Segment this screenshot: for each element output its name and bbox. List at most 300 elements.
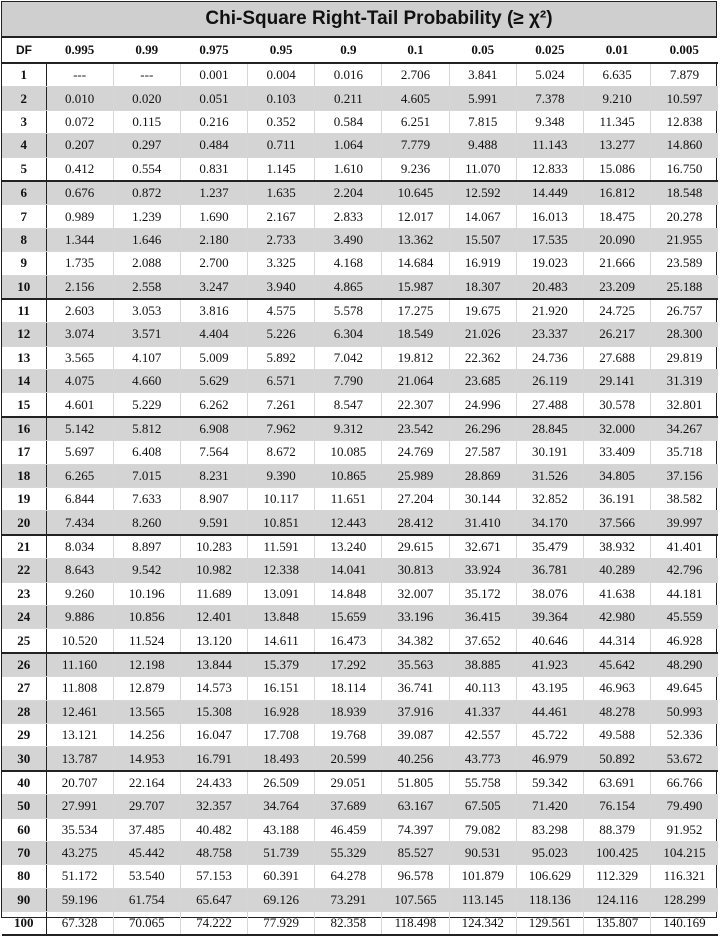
critical-value-cell: 41.923 xyxy=(516,653,583,677)
critical-value-cell: 13.091 xyxy=(248,582,315,605)
df-cell: 70 xyxy=(2,841,46,864)
critical-value-cell: 32.000 xyxy=(584,417,651,441)
df-cell: 29 xyxy=(2,723,46,746)
critical-value-cell: 2.156 xyxy=(46,275,113,299)
critical-value-cell: 37.566 xyxy=(584,511,651,535)
critical-value-cell: 17.292 xyxy=(315,653,382,677)
table-row xyxy=(2,110,718,133)
critical-value-cell: 21.920 xyxy=(516,299,583,323)
probability-column-header: 0.1 xyxy=(382,38,449,63)
critical-value-cell: 24.736 xyxy=(516,346,583,369)
critical-value-cell: 2.706 xyxy=(382,63,449,87)
table-row xyxy=(2,912,718,936)
probability-column-header: 0.005 xyxy=(651,38,718,63)
critical-value-cell: 5.226 xyxy=(248,323,315,346)
critical-value-cell: 27.204 xyxy=(382,488,449,511)
critical-value-cell: 32.671 xyxy=(449,535,516,559)
header-row xyxy=(2,38,718,63)
critical-value-cell: 124.116 xyxy=(584,888,651,911)
critical-value-cell: 74.397 xyxy=(382,818,449,841)
critical-value-cell: 5.697 xyxy=(46,441,113,464)
critical-value-cell: 79.490 xyxy=(651,795,718,818)
critical-value-cell: 118.498 xyxy=(382,912,449,936)
critical-value-cell: 8.897 xyxy=(113,535,180,559)
critical-value-cell: 20.090 xyxy=(584,228,651,251)
critical-value-cell: 10.117 xyxy=(248,488,315,511)
critical-value-cell: 53.672 xyxy=(651,747,718,771)
critical-value-cell: 5.024 xyxy=(516,63,583,87)
critical-value-cell: 13.362 xyxy=(382,228,449,251)
critical-value-cell: 0.103 xyxy=(248,87,315,110)
critical-value-cell: 14.041 xyxy=(315,559,382,582)
critical-value-cell: 7.790 xyxy=(315,370,382,393)
critical-value-cell: 5.142 xyxy=(46,417,113,441)
critical-value-cell: 17.275 xyxy=(382,299,449,323)
table-row xyxy=(2,205,718,228)
df-cell: 100 xyxy=(2,912,46,936)
critical-value-cell: 35.534 xyxy=(46,818,113,841)
critical-value-cell: 65.647 xyxy=(180,888,247,911)
critical-value-cell: 19.023 xyxy=(516,252,583,275)
critical-value-cell: 2.833 xyxy=(315,205,382,228)
critical-value-cell: 128.299 xyxy=(651,888,718,911)
critical-value-cell: 18.307 xyxy=(449,275,516,299)
critical-value-cell: 16.047 xyxy=(180,723,247,746)
critical-value-cell: 51.739 xyxy=(248,841,315,864)
critical-value-cell: 30.813 xyxy=(382,559,449,582)
df-cell: 40 xyxy=(2,771,46,795)
critical-value-cell: 14.573 xyxy=(180,677,247,700)
critical-value-cell: 83.298 xyxy=(516,818,583,841)
critical-value-cell: 34.764 xyxy=(248,795,315,818)
df-cell: 22 xyxy=(2,559,46,582)
critical-value-cell: 51.172 xyxy=(46,865,113,888)
critical-value-cell: 4.404 xyxy=(180,323,247,346)
critical-value-cell: 9.312 xyxy=(315,417,382,441)
critical-value-cell: 11.808 xyxy=(46,677,113,700)
critical-value-cell: 16.919 xyxy=(449,252,516,275)
critical-value-cell: 30.144 xyxy=(449,488,516,511)
critical-value-cell: 22.164 xyxy=(113,771,180,795)
critical-value-cell: 140.169 xyxy=(651,912,718,936)
critical-value-cell: 116.321 xyxy=(651,865,718,888)
critical-value-cell: 74.222 xyxy=(180,912,247,936)
critical-value-cell: 0.216 xyxy=(180,110,247,133)
critical-value-cell: 2.167 xyxy=(248,205,315,228)
table-row xyxy=(2,771,718,795)
critical-value-cell: 41.638 xyxy=(584,582,651,605)
critical-value-cell: 12.879 xyxy=(113,677,180,700)
critical-value-cell: 7.564 xyxy=(180,441,247,464)
critical-value-cell: 67.505 xyxy=(449,795,516,818)
critical-value-cell: 50.892 xyxy=(584,747,651,771)
table-row xyxy=(2,629,718,653)
critical-value-cell: 5.009 xyxy=(180,346,247,369)
critical-value-cell: 24.769 xyxy=(382,441,449,464)
critical-value-cell: 43.188 xyxy=(248,818,315,841)
critical-value-cell: 24.433 xyxy=(180,771,247,795)
critical-value-cell: 2.603 xyxy=(46,299,113,323)
critical-value-cell: 18.493 xyxy=(248,747,315,771)
critical-value-cell: 0.831 xyxy=(180,157,247,181)
critical-value-cell: 20.483 xyxy=(516,275,583,299)
critical-value-cell: 5.629 xyxy=(180,370,247,393)
critical-value-cell: 4.107 xyxy=(113,346,180,369)
critical-value-cell: 13.120 xyxy=(180,629,247,653)
critical-value-cell: 0.020 xyxy=(113,87,180,110)
critical-value-cell: 38.932 xyxy=(584,535,651,559)
critical-value-cell: 64.278 xyxy=(315,865,382,888)
critical-value-cell: 2.558 xyxy=(113,275,180,299)
table-row xyxy=(2,370,718,393)
critical-value-cell: 112.329 xyxy=(584,865,651,888)
critical-value-cell: 33.409 xyxy=(584,441,651,464)
critical-value-cell: 8.907 xyxy=(180,488,247,511)
critical-value-cell: 9.488 xyxy=(449,134,516,157)
critical-value-cell: 23.542 xyxy=(382,417,449,441)
df-cell: 19 xyxy=(2,488,46,511)
critical-value-cell: 20.599 xyxy=(315,747,382,771)
critical-value-cell: 46.928 xyxy=(651,629,718,653)
df-cell: 8 xyxy=(2,228,46,251)
critical-value-cell: 18.114 xyxy=(315,677,382,700)
critical-value-cell: 129.561 xyxy=(516,912,583,936)
critical-value-cell: 7.015 xyxy=(113,464,180,487)
df-cell: 80 xyxy=(2,865,46,888)
table-title: Chi-Square Right-Tail Probability (≥ χ²) xyxy=(2,2,716,38)
df-cell: 28 xyxy=(2,700,46,723)
critical-value-cell: 57.153 xyxy=(180,865,247,888)
critical-value-cell: 63.691 xyxy=(584,771,651,795)
probability-column-header: 0.99 xyxy=(113,38,180,63)
critical-value-cell: 10.196 xyxy=(113,582,180,605)
critical-value-cell: 4.865 xyxy=(315,275,382,299)
critical-value-cell: 24.725 xyxy=(584,299,651,323)
critical-value-cell: 42.557 xyxy=(449,723,516,746)
table-row xyxy=(2,488,718,511)
critical-value-cell: 12.198 xyxy=(113,653,180,677)
critical-value-cell: 0.584 xyxy=(315,110,382,133)
critical-value-cell: 7.633 xyxy=(113,488,180,511)
critical-value-cell: 100.425 xyxy=(584,841,651,864)
critical-value-cell: 5.812 xyxy=(113,417,180,441)
critical-value-cell: 6.908 xyxy=(180,417,247,441)
critical-value-cell: 59.196 xyxy=(46,888,113,911)
critical-value-cell: 14.449 xyxy=(516,181,583,205)
df-cell: 24 xyxy=(2,605,46,628)
critical-value-cell: 1.646 xyxy=(113,228,180,251)
critical-value-cell: 52.336 xyxy=(651,723,718,746)
df-cell: 2 xyxy=(2,87,46,110)
critical-value-cell: 8.260 xyxy=(113,511,180,535)
critical-value-cell: 44.181 xyxy=(651,582,718,605)
critical-value-cell: 34.267 xyxy=(651,417,718,441)
critical-value-cell: 16.013 xyxy=(516,205,583,228)
critical-value-cell: 32.852 xyxy=(516,488,583,511)
critical-value-cell: 48.290 xyxy=(651,653,718,677)
probability-column-header: 0.05 xyxy=(449,38,516,63)
critical-value-cell: 14.611 xyxy=(248,629,315,653)
critical-value-cell: 19.812 xyxy=(382,346,449,369)
table-row xyxy=(2,559,718,582)
critical-value-cell: 0.001 xyxy=(180,63,247,87)
critical-value-cell: 6.571 xyxy=(248,370,315,393)
critical-value-cell: 27.488 xyxy=(516,393,583,417)
critical-value-cell: 15.987 xyxy=(382,275,449,299)
critical-value-cell: 29.615 xyxy=(382,535,449,559)
critical-value-cell: 13.121 xyxy=(46,723,113,746)
critical-value-cell: 59.342 xyxy=(516,771,583,795)
critical-value-cell: 40.646 xyxy=(516,629,583,653)
critical-value-cell: 95.023 xyxy=(516,841,583,864)
critical-value-cell: 66.766 xyxy=(651,771,718,795)
critical-value-cell: 67.328 xyxy=(46,912,113,936)
table-row xyxy=(2,87,718,110)
critical-value-cell: 0.207 xyxy=(46,134,113,157)
critical-value-cell: 35.479 xyxy=(516,535,583,559)
critical-value-cell: 11.591 xyxy=(248,535,315,559)
df-cell: 15 xyxy=(2,393,46,417)
critical-value-cell: 5.229 xyxy=(113,393,180,417)
table-body xyxy=(2,63,718,935)
critical-value-cell: 63.167 xyxy=(382,795,449,818)
table-row xyxy=(2,865,718,888)
df-cell: 9 xyxy=(2,252,46,275)
critical-value-cell: 26.757 xyxy=(651,299,718,323)
critical-value-cell: 14.067 xyxy=(449,205,516,228)
df-cell: 6 xyxy=(2,181,46,205)
critical-value-cell: 0.484 xyxy=(180,134,247,157)
probability-column-header: 0.995 xyxy=(46,38,113,63)
critical-value-cell: 37.485 xyxy=(113,818,180,841)
chi-square-table xyxy=(2,38,718,936)
critical-value-cell: 34.805 xyxy=(584,464,651,487)
critical-value-cell: 12.443 xyxy=(315,511,382,535)
critical-value-cell: 29.707 xyxy=(113,795,180,818)
critical-value-cell: 15.308 xyxy=(180,700,247,723)
critical-value-cell: 6.635 xyxy=(584,63,651,87)
critical-value-cell: 10.645 xyxy=(382,181,449,205)
critical-value-cell: 5.892 xyxy=(248,346,315,369)
critical-value-cell: 1.610 xyxy=(315,157,382,181)
critical-value-cell: 53.540 xyxy=(113,865,180,888)
critical-value-cell: 27.688 xyxy=(584,346,651,369)
critical-value-cell: 8.547 xyxy=(315,393,382,417)
critical-value-cell: 14.860 xyxy=(651,134,718,157)
critical-value-cell: 9.542 xyxy=(113,559,180,582)
critical-value-cell: 101.879 xyxy=(449,865,516,888)
critical-value-cell: 7.042 xyxy=(315,346,382,369)
critical-value-cell: 55.329 xyxy=(315,841,382,864)
critical-value-cell: 21.666 xyxy=(584,252,651,275)
critical-value-cell: 1.145 xyxy=(248,157,315,181)
critical-value-cell: 0.297 xyxy=(113,134,180,157)
critical-value-cell: 39.364 xyxy=(516,605,583,628)
critical-value-cell: 135.807 xyxy=(584,912,651,936)
df-cell: 30 xyxy=(2,747,46,771)
critical-value-cell: 11.651 xyxy=(315,488,382,511)
critical-value-cell: 91.952 xyxy=(651,818,718,841)
critical-value-cell: 35.563 xyxy=(382,653,449,677)
critical-value-cell: 9.390 xyxy=(248,464,315,487)
critical-value-cell: 0.711 xyxy=(248,134,315,157)
critical-value-cell: 16.928 xyxy=(248,700,315,723)
table-row xyxy=(2,700,718,723)
critical-value-cell: 69.126 xyxy=(248,888,315,911)
table-row xyxy=(2,464,718,487)
critical-value-cell: 45.442 xyxy=(113,841,180,864)
critical-value-cell: 45.642 xyxy=(584,653,651,677)
critical-value-cell: 55.758 xyxy=(449,771,516,795)
critical-value-cell: 6.265 xyxy=(46,464,113,487)
critical-value-cell: 82.358 xyxy=(315,912,382,936)
critical-value-cell: 32.801 xyxy=(651,393,718,417)
df-cell: 27 xyxy=(2,677,46,700)
table-row xyxy=(2,393,718,417)
critical-value-cell: 7.378 xyxy=(516,87,583,110)
critical-value-cell: 10.597 xyxy=(651,87,718,110)
critical-value-cell: 28.300 xyxy=(651,323,718,346)
critical-value-cell: 22.307 xyxy=(382,393,449,417)
critical-value-cell: 46.979 xyxy=(516,747,583,771)
df-cell: 25 xyxy=(2,629,46,653)
critical-value-cell: 88.379 xyxy=(584,818,651,841)
critical-value-cell: 4.660 xyxy=(113,370,180,393)
critical-value-cell: 44.461 xyxy=(516,700,583,723)
critical-value-cell: 29.819 xyxy=(651,346,718,369)
table-row xyxy=(2,157,718,181)
critical-value-cell: 14.256 xyxy=(113,723,180,746)
critical-value-cell: 10.283 xyxy=(180,535,247,559)
critical-value-cell: 9.591 xyxy=(180,511,247,535)
critical-value-cell: 45.559 xyxy=(651,605,718,628)
critical-value-cell: 13.277 xyxy=(584,134,651,157)
critical-value-cell: 90.531 xyxy=(449,841,516,864)
critical-value-cell: 70.065 xyxy=(113,912,180,936)
critical-value-cell: 124.342 xyxy=(449,912,516,936)
critical-value-cell: 10.865 xyxy=(315,464,382,487)
critical-value-cell: 12.338 xyxy=(248,559,315,582)
critical-value-cell: 76.154 xyxy=(584,795,651,818)
probability-column-header: 0.025 xyxy=(516,38,583,63)
table-row xyxy=(2,605,718,628)
critical-value-cell: 42.796 xyxy=(651,559,718,582)
critical-value-cell: 3.841 xyxy=(449,63,516,87)
df-cell: 4 xyxy=(2,134,46,157)
critical-value-cell: 2.204 xyxy=(315,181,382,205)
critical-value-cell: 10.982 xyxy=(180,559,247,582)
critical-value-cell: 79.082 xyxy=(449,818,516,841)
critical-value-cell: 3.247 xyxy=(180,275,247,299)
critical-value-cell: 20.278 xyxy=(651,205,718,228)
critical-value-cell: 0.989 xyxy=(46,205,113,228)
critical-value-cell: 48.278 xyxy=(584,700,651,723)
critical-value-cell: 30.191 xyxy=(516,441,583,464)
critical-value-cell: 12.461 xyxy=(46,700,113,723)
critical-value-cell: 11.143 xyxy=(516,134,583,157)
probability-column-header: 0.95 xyxy=(248,38,315,63)
critical-value-cell: 26.217 xyxy=(584,323,651,346)
critical-value-cell: 15.379 xyxy=(248,653,315,677)
critical-value-cell: 0.872 xyxy=(113,181,180,205)
critical-value-cell: 33.924 xyxy=(449,559,516,582)
critical-value-cell: 21.955 xyxy=(651,228,718,251)
df-cell: 50 xyxy=(2,795,46,818)
critical-value-cell: 2.088 xyxy=(113,252,180,275)
table-row xyxy=(2,228,718,251)
critical-value-cell: 6.251 xyxy=(382,110,449,133)
critical-value-cell: 13.848 xyxy=(248,605,315,628)
chi-square-table-panel xyxy=(1,1,717,931)
critical-value-cell: 36.191 xyxy=(584,488,651,511)
critical-value-cell: 43.195 xyxy=(516,677,583,700)
critical-value-cell: 19.675 xyxy=(449,299,516,323)
critical-value-cell: 16.151 xyxy=(248,677,315,700)
table-row xyxy=(2,747,718,771)
critical-value-cell: 44.314 xyxy=(584,629,651,653)
critical-value-cell: 3.816 xyxy=(180,299,247,323)
table-row xyxy=(2,888,718,911)
critical-value-cell: 0.412 xyxy=(46,157,113,181)
critical-value-cell: 3.571 xyxy=(113,323,180,346)
critical-value-cell: 26.509 xyxy=(248,771,315,795)
critical-value-cell: 3.325 xyxy=(248,252,315,275)
critical-value-cell: 12.833 xyxy=(516,157,583,181)
critical-value-cell: 31.526 xyxy=(516,464,583,487)
df-cell: 3 xyxy=(2,110,46,133)
critical-value-cell: 5.578 xyxy=(315,299,382,323)
critical-value-cell: 25.989 xyxy=(382,464,449,487)
critical-value-cell: 8.034 xyxy=(46,535,113,559)
df-cell: 90 xyxy=(2,888,46,911)
probability-column-header: 0.975 xyxy=(180,38,247,63)
critical-value-cell: 1.635 xyxy=(248,181,315,205)
critical-value-cell: 118.136 xyxy=(516,888,583,911)
critical-value-cell: 11.524 xyxy=(113,629,180,653)
critical-value-cell: 7.815 xyxy=(449,110,516,133)
critical-value-cell: 14.848 xyxy=(315,582,382,605)
critical-value-cell: 104.215 xyxy=(651,841,718,864)
critical-value-cell: 7.434 xyxy=(46,511,113,535)
df-cell: 14 xyxy=(2,370,46,393)
critical-value-cell: 17.708 xyxy=(248,723,315,746)
table-row xyxy=(2,535,718,559)
critical-value-cell: 43.773 xyxy=(449,747,516,771)
table-row xyxy=(2,323,718,346)
df-cell: 13 xyxy=(2,346,46,369)
critical-value-cell: 26.296 xyxy=(449,417,516,441)
df-cell: 20 xyxy=(2,511,46,535)
critical-value-cell: 46.963 xyxy=(584,677,651,700)
critical-value-cell: 43.275 xyxy=(46,841,113,864)
critical-value-cell: 18.549 xyxy=(382,323,449,346)
critical-value-cell: 18.475 xyxy=(584,205,651,228)
critical-value-cell: --- xyxy=(46,63,113,87)
table-row xyxy=(2,275,718,299)
critical-value-cell: 26.119 xyxy=(516,370,583,393)
critical-value-cell: 49.645 xyxy=(651,677,718,700)
critical-value-cell: 8.231 xyxy=(180,464,247,487)
table-row xyxy=(2,63,718,87)
critical-value-cell: 50.993 xyxy=(651,700,718,723)
critical-value-cell: 23.209 xyxy=(584,275,651,299)
critical-value-cell: 13.787 xyxy=(46,747,113,771)
critical-value-cell: 9.886 xyxy=(46,605,113,628)
critical-value-cell: 11.160 xyxy=(46,653,113,677)
df-cell: 21 xyxy=(2,535,46,559)
critical-value-cell: --- xyxy=(113,63,180,87)
critical-value-cell: 0.115 xyxy=(113,110,180,133)
